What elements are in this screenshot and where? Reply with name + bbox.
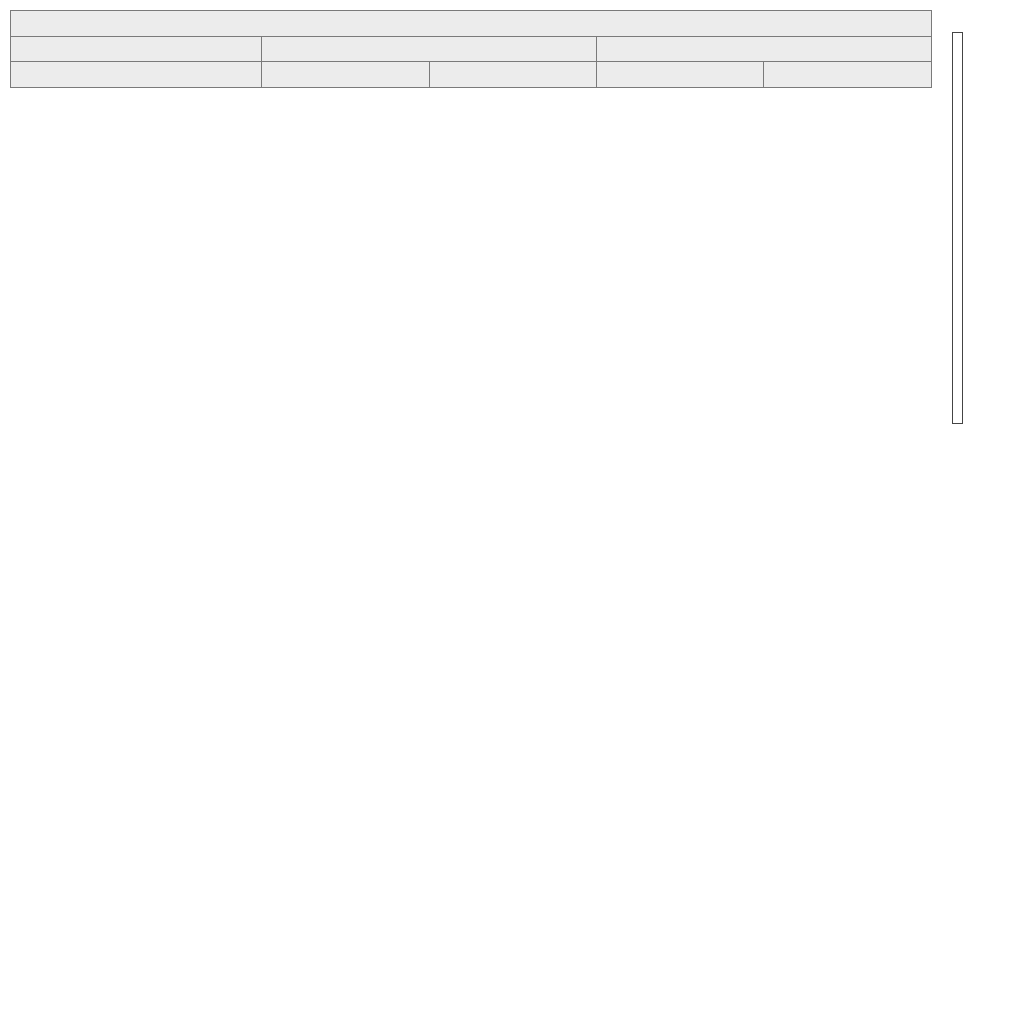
title-row bbox=[11, 11, 932, 37]
period-label bbox=[11, 36, 262, 62]
avg-low-mode-header bbox=[262, 62, 429, 88]
avg-high-mode-header bbox=[429, 62, 596, 88]
std-low-mode-header bbox=[597, 62, 764, 88]
std-group-header bbox=[597, 36, 932, 62]
std-high-mode-header bbox=[764, 62, 932, 88]
group-row bbox=[11, 36, 932, 62]
average-group-header bbox=[262, 36, 597, 62]
mode-row bbox=[11, 62, 932, 88]
table-title bbox=[11, 11, 932, 37]
colorbar bbox=[952, 32, 963, 424]
site-info-header bbox=[11, 62, 262, 88]
stats-table bbox=[10, 10, 932, 88]
